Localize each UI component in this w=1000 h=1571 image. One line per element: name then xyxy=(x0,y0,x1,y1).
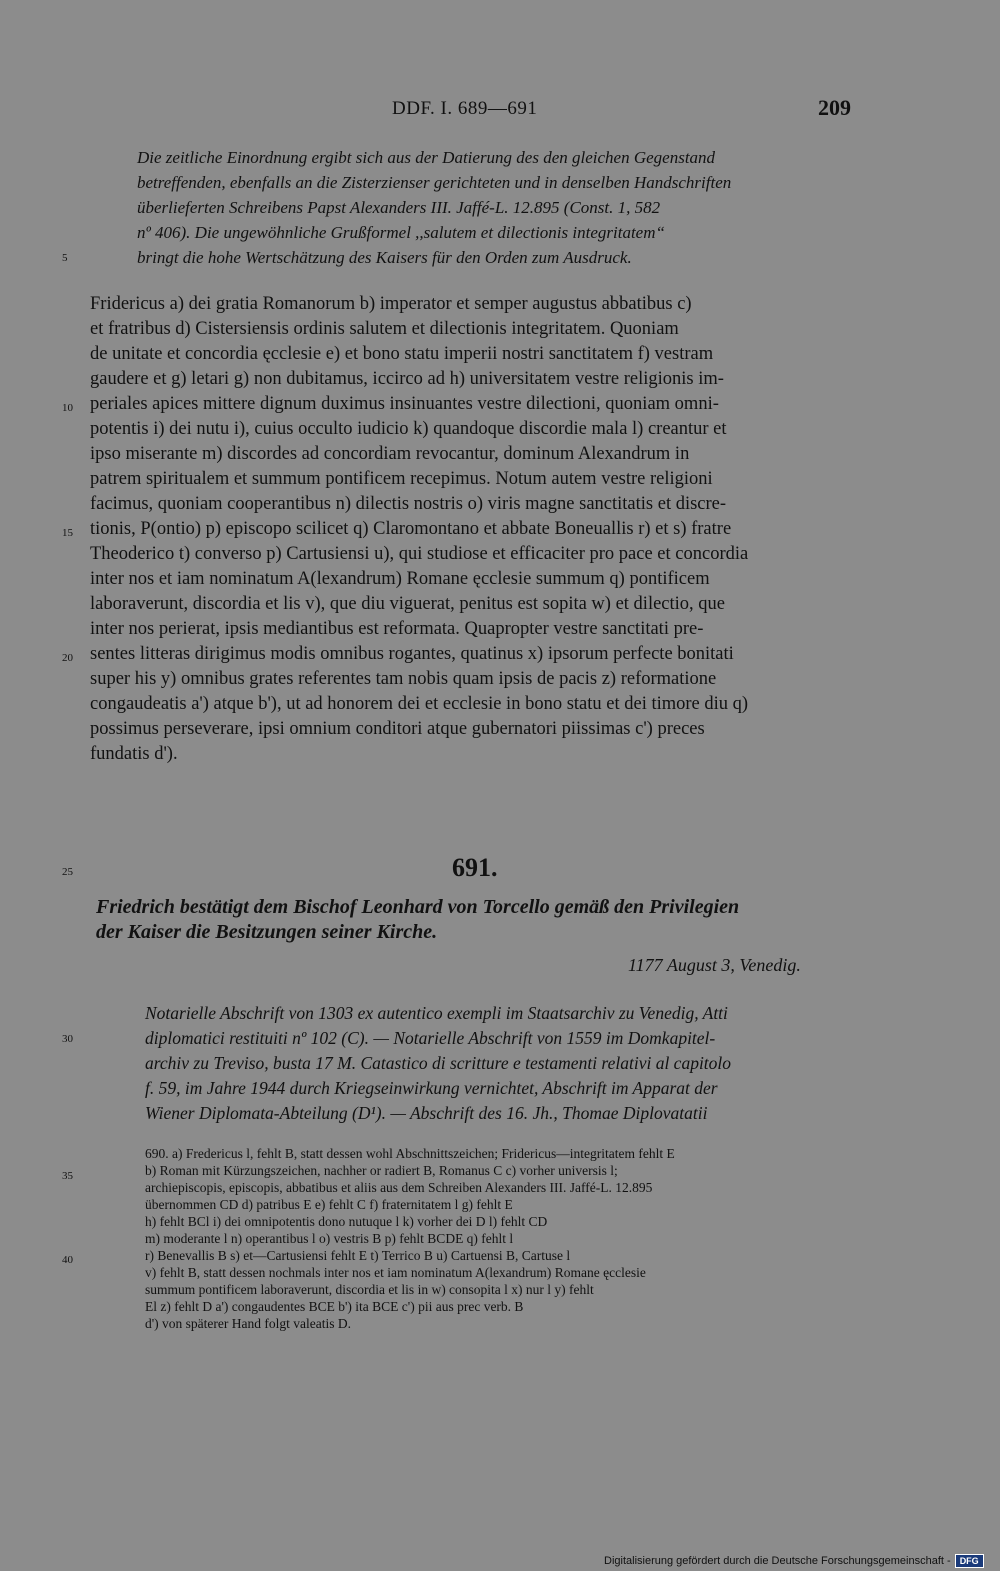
digitization-credit xyxy=(604,1554,984,1568)
line-number: 15 xyxy=(62,527,73,539)
footnote-line: 690. a) Fredericus l, fehlt B, statt dessen wohl Abschnittszeichen; Fridericus—integritatem fehlt E xyxy=(145,1146,675,1161)
body-line: congaudeatis a') atque b'), ut ad honorem dei et ecclesie in bono statu et dei timore diu q) xyxy=(90,694,749,714)
document-number: 691. xyxy=(452,853,498,882)
credit-text: Digitalisierung gefördert durch die Deutsche Forschungsgemeinschaft - xyxy=(604,1555,951,1567)
body-line: inter nos et iam nominatum A(lexandrum) Romane ęcclesie summum q) pontificem xyxy=(90,569,710,589)
body-line: et fratribus d) Cistersiensis ordinis salutem et dilectionis integritatem. Quoniam xyxy=(90,319,679,339)
tradition-line: Notarielle Abschrift von 1303 ex autentico exempli im Staatsarchiv zu Venedig, Atti xyxy=(145,1003,728,1023)
body-line: patrem spiritualem et summum pontificem recepimus. Notum autem vestre religioni xyxy=(90,469,713,489)
body-line: sentes litteras dirigimus modis omnibus rogantes, quatinus x) ipsorum perfecte bonitati xyxy=(90,644,734,664)
body-line: inter nos perierat, ipsis mediantibus est reformata. Quapropter vestre sanctitati pre- xyxy=(90,619,704,639)
document-date: 1177 August 3, Venedig. xyxy=(628,955,801,975)
regest-line: der Kaiser die Besitzungen seiner Kirche. xyxy=(96,921,438,943)
body-line: gaudere et g) letari g) non dubitamus, iccirco ad h) universitatem vestre religionis im- xyxy=(90,369,724,389)
line-number: 10 xyxy=(62,402,73,414)
line-number: 25 xyxy=(62,866,73,878)
body-line: super his y) omnibus grates referentes tam nobis quam ipsis de pacis z) reformatione xyxy=(90,669,717,689)
body-line: ipso miserante m) discordes ad concordiam revocantur, dominum Alexandrum in xyxy=(90,444,690,464)
line-number: 35 xyxy=(62,1170,73,1182)
footnote-line: El z) fehlt D a') congaudentes BCE b') ita BCE c') pii aus prec verb. B xyxy=(145,1299,524,1314)
tradition-line: archiv zu Treviso, busta 17 M. Catastico di scritture e testamenti relativi al capitolo xyxy=(145,1053,732,1073)
body-line: periales apices mittere dignum duximus insinuantes vestre dilectioni, quoniam omni- xyxy=(90,394,719,414)
line-number: 30 xyxy=(62,1033,73,1045)
intro-line: betreffenden, ebenfalls an die Zisterzienser gerichteten und in denselben Handschriften xyxy=(137,173,732,192)
page-number: 209 xyxy=(818,95,851,120)
intro-line: bringt die hohe Wertschätzung des Kaisers für den Orden zum Ausdruck. xyxy=(137,248,632,267)
footnote-line: d') von späterer Hand folgt valeatis D. xyxy=(145,1316,351,1331)
footnote-line: b) Roman mit Kürzungszeichen, nachher or radiert B, Romanus C c) vorher universis l; xyxy=(145,1163,618,1178)
tradition-line: f. 59, im Jahre 1944 durch Kriegseinwirkung vernichtet, Abschrift im Apparat der xyxy=(145,1078,718,1098)
body-line: Theoderico t) converso p) Cartusiensi u), qui studiose et efficaciter pro pace et concordia xyxy=(90,544,749,564)
footnote-line: summum pontificem laboraverunt, discordia et lis in w) consopita l x) nur l y) fehlt xyxy=(145,1282,594,1297)
tradition-line: Wiener Diplomata-Abteilung (D¹). — Abschrift des 16. Jh., Thomae Diplovatatii xyxy=(145,1103,708,1123)
intro-line: nº 406). Die ungewöhnliche Grußformel ,,salutem et dilectionis integritatem“ xyxy=(137,223,665,242)
body-line: tionis, P(ontio) p) episcopo scilicet q) Claromontano et abbate Boneuallis r) et s) fratre xyxy=(90,519,732,539)
intro-line: überlieferten Schreibens Papst Alexanders III. Jaffé-L. 12.895 (Const. 1, 582 xyxy=(137,198,661,217)
body-line: fundatis d'). xyxy=(90,744,178,764)
intro-line: Die zeitliche Einordnung ergibt sich aus der Datierung des den gleichen Gegenstand xyxy=(137,148,716,167)
footnote-line: r) Benevallis B s) et—Cartusiensi fehlt E t) Terrico B u) Cartuensi B, Cartuse l xyxy=(145,1248,571,1263)
line-number: 20 xyxy=(62,652,73,664)
tradition-line: diplomatici restituiti nº 102 (C). — Notarielle Abschrift von 1559 im Domkapitel- xyxy=(145,1028,716,1048)
body-line: de unitate et concordia ęcclesie e) et bono statu imperii nostri sanctitatem f) vestram xyxy=(90,344,714,364)
body-line: laboraverunt, discordia et lis v), que diu viguerat, penitus est sopita w) et dilectio, que xyxy=(90,594,725,614)
body-line: potentis i) dei nutu i), cuius occulto iudicio k) quandoque discordie mala l) creantur et xyxy=(90,419,727,439)
body-line: facimus, quoniam cooperantibus n) dilectis nostris o) viris magne sanctitatis et discre- xyxy=(90,494,727,514)
footnote-line: m) moderante l n) operantibus l o) vestris B p) fehlt BCDE q) fehlt l xyxy=(145,1231,514,1246)
footnote-line: h) fehlt BCl i) dei omnipotentis dono nutuque l k) vorher dei D l) fehlt CD xyxy=(145,1214,548,1229)
line-number: 5 xyxy=(62,252,68,264)
regest-line: Friedrich bestätigt dem Bischof Leonhard von Torcello gemäß den Privilegien xyxy=(96,896,740,918)
footnote-line: übernommen CD d) patribus E e) fehlt C f) fraternitatem l g) fehlt E xyxy=(145,1197,513,1212)
line-number: 40 xyxy=(62,1254,73,1266)
footnote-line: archiepiscopis, episcopis, abbatibus et aliis aus dem Schreiben Alexanders III. Jaffé-L. 12.895 xyxy=(145,1180,653,1195)
footnote-line: v) fehlt B, statt dessen nochmals inter nos et iam nominatum A(lexandrum) Romane ęcclesie xyxy=(145,1265,646,1280)
dfg-logo-icon: DFG xyxy=(955,1554,984,1568)
running-title: DDF. I. 689—691 xyxy=(392,98,538,119)
body-line: possimus perseverare, ipsi omnium conditori atque gubernatori piissimas c') preces xyxy=(90,719,705,739)
body-line: Fridericus a) dei gratia Romanorum b) imperator et semper augustus abbatibus c) xyxy=(90,294,692,314)
